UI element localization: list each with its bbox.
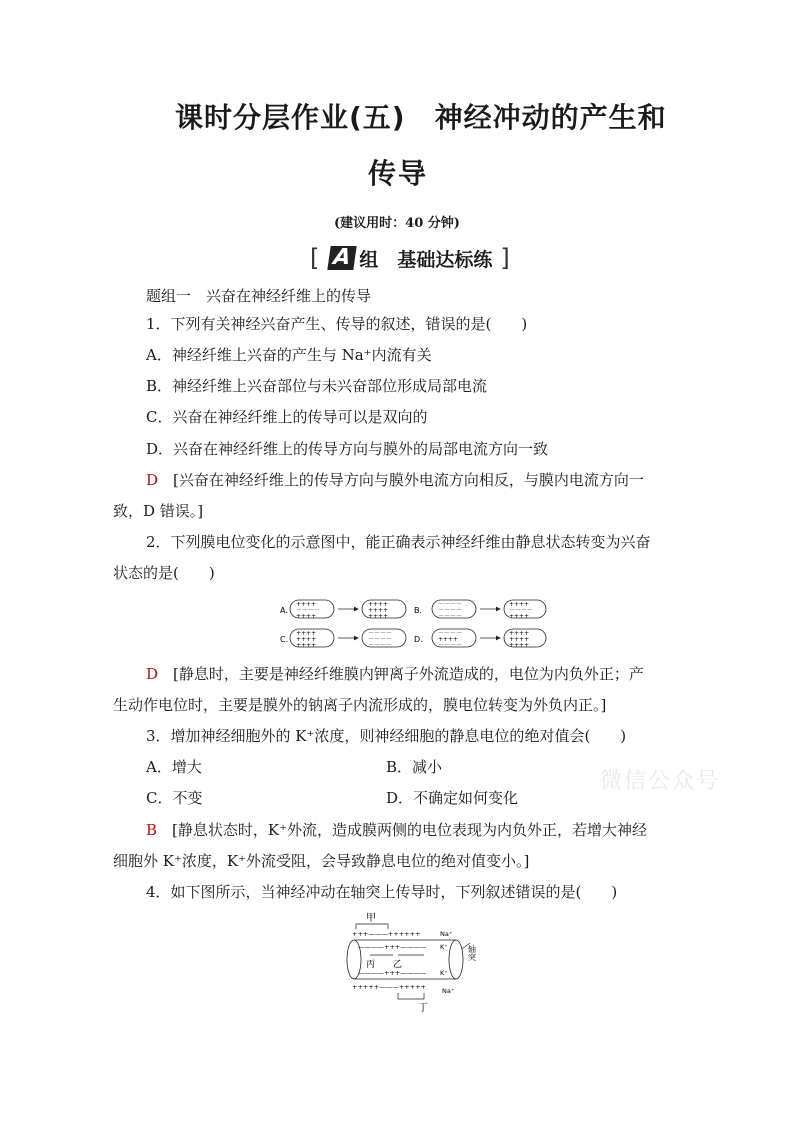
q3-answer: B <box>146 821 158 839</box>
q1-stem: 1．下列有关神经兴奋产生、传导的叙述，错误的是( ) <box>146 315 528 333</box>
q4-axon-figure <box>338 911 498 1016</box>
q2-d-before-nerve <box>432 629 476 649</box>
svg-text:－－－－: －－－－ <box>438 601 463 608</box>
q2-answer: D <box>146 665 159 683</box>
q4-label-ding: 丁 <box>418 1003 428 1014</box>
q3-option-a: A．增大 <box>146 758 202 776</box>
q1-explanation-line1 <box>146 470 644 490</box>
q4-label-na-top: Na⁺ <box>440 930 453 938</box>
svg-text:－－－－: －－－－ <box>438 613 463 620</box>
svg-text:————+++————: ————+++———— <box>358 969 427 977</box>
q1-option-b: B．神经纤维上兴奋部位与未兴奋部位形成局部电流 <box>146 377 488 395</box>
q4-label-k-top: K⁺ <box>440 943 448 951</box>
q2-explanation: [静息时，主要是神经纤维膜内钾离子外流造成的，电位为内负外正；产 <box>173 665 644 683</box>
svg-text:++++: ++++ <box>296 642 317 649</box>
q2-stem-line1: 2．下列膜电位变化的示意图中，能正确表示神经纤维由静息状态转变为兴奋 <box>146 533 651 551</box>
q2-b-after-nerve <box>504 600 546 620</box>
svg-text:++++: ++++ <box>368 601 389 608</box>
svg-text:++++: ++++ <box>438 636 459 643</box>
svg-text:++++: ++++ <box>509 613 530 620</box>
svg-text:－－－－: －－－－ <box>368 642 393 649</box>
q2-c-before-nerve <box>290 629 334 649</box>
q2-a-after-nerve <box>362 600 406 620</box>
q4-label-jia: 甲 <box>366 913 376 924</box>
q1-option-d: D．兴奋在神经纤维上的传导方向与膜外的局部电流方向一致 <box>146 440 549 458</box>
q1-option-c: C．兴奋在神经纤维上的传导可以是双向的 <box>146 408 428 426</box>
svg-text:++++: ++++ <box>296 630 317 637</box>
q4-label-yi: 乙 <box>393 960 403 970</box>
svg-text:————+++————: ————+++———— <box>358 943 427 951</box>
svg-text:－－－－: －－－－ <box>368 630 393 637</box>
suggested-time: (建议用时：40 分钟) <box>334 216 460 231</box>
q2-label-a: A. <box>280 606 288 615</box>
page-title-line1: 课时分层作业(五) 神经冲动的产生和 <box>175 101 667 134</box>
q1-option-a: A．神经纤维上兴奋的产生与 Na⁺内流有关 <box>146 346 432 364</box>
svg-text:++++: ++++ <box>509 636 530 643</box>
q4-label-na-bottom: Na⁺ <box>442 987 455 995</box>
svg-text:++++: ++++ <box>509 601 530 608</box>
svg-text:+++++———+++++: +++++———+++++ <box>352 983 426 991</box>
q3-stem: 3．增加神经细胞外的 K⁺浓度，则神经细胞的静息电位的绝对值会( ) <box>146 727 627 745</box>
q3-explanation-line1 <box>146 820 647 840</box>
svg-text:++++: ++++ <box>296 613 317 620</box>
group-a-heading <box>310 244 510 272</box>
svg-text:++++: ++++ <box>296 601 317 608</box>
svg-text:－－－－: －－－－ <box>296 607 321 614</box>
q2-c-after-nerve <box>362 629 406 649</box>
svg-text:++++: ++++ <box>296 636 317 643</box>
svg-text:－－－－: －－－－ <box>438 607 463 614</box>
q1-answer: D <box>146 471 159 489</box>
q2-b-before-nerve <box>432 600 476 620</box>
svg-text:－－－－: －－－－ <box>509 607 534 614</box>
bracket-left: [ <box>310 244 320 272</box>
svg-text:++++: ++++ <box>509 642 530 649</box>
svg-text:－－－－: －－－－ <box>438 642 463 649</box>
q2-membrane-potential-figure <box>278 592 548 652</box>
svg-text:++++: ++++ <box>368 613 389 620</box>
q2-label-b: B. <box>414 606 423 615</box>
q3-explanation-line2: 细胞外 K⁺浓度，K⁺外流受阻，会导致静息电位的绝对值变小。] <box>113 852 530 870</box>
bracket-right: ] <box>500 244 510 272</box>
q4-label-axon: 轴突 <box>467 945 477 961</box>
group-label: 组 基础达标练 <box>359 248 493 271</box>
svg-text:－－－－: －－－－ <box>368 636 393 643</box>
q2-a-before-nerve <box>290 600 334 620</box>
svg-text:++++: ++++ <box>368 607 389 614</box>
svg-text:++++: ++++ <box>509 630 530 637</box>
group-letter-badge: A <box>328 246 357 270</box>
q4-label-bing: 丙 <box>366 960 376 970</box>
q4-stem: 4．如下图所示，当神经冲动在轴突上传导时，下列叙述错误的是( ) <box>146 883 618 901</box>
watermark: 微信公众号 <box>600 769 721 794</box>
q1-explanation: [兴奋在神经纤维上的传导方向与膜外电流方向相反，与膜内电流方向一 <box>173 471 644 489</box>
q2-label-d: D. <box>414 635 423 644</box>
topic-heading: 题组一 兴奋在神经纤维上的传导 <box>146 287 372 305</box>
q2-stem-line2: 状态的是( ) <box>113 564 215 582</box>
q2-d-after-nerve <box>504 629 546 649</box>
q2-explanation-line2: 生动作电位时，主要是膜外的钠离子内流形成的，膜电位转变为外负内正。] <box>113 696 607 714</box>
page-title-line2: 传导 <box>368 157 429 190</box>
q3-option-b: B．减小 <box>386 758 443 776</box>
q4-label-k-bottom: K⁺ <box>440 969 448 977</box>
svg-text:+++———++++++: +++———++++++ <box>352 930 421 938</box>
q2-label-c: C. <box>280 635 289 644</box>
q3-option-d: D．不确定如何变化 <box>386 789 519 807</box>
q3-option-c: C．不变 <box>146 789 203 807</box>
q3-explanation: [静息状态时，K⁺外流，造成膜两侧的电位表现为内负外正，若增大神经 <box>172 821 648 839</box>
svg-text:－－－－: －－－－ <box>438 630 463 637</box>
q1-explanation-line2: 致，D 错误。] <box>113 502 204 520</box>
q2-explanation-line1 <box>146 664 644 684</box>
